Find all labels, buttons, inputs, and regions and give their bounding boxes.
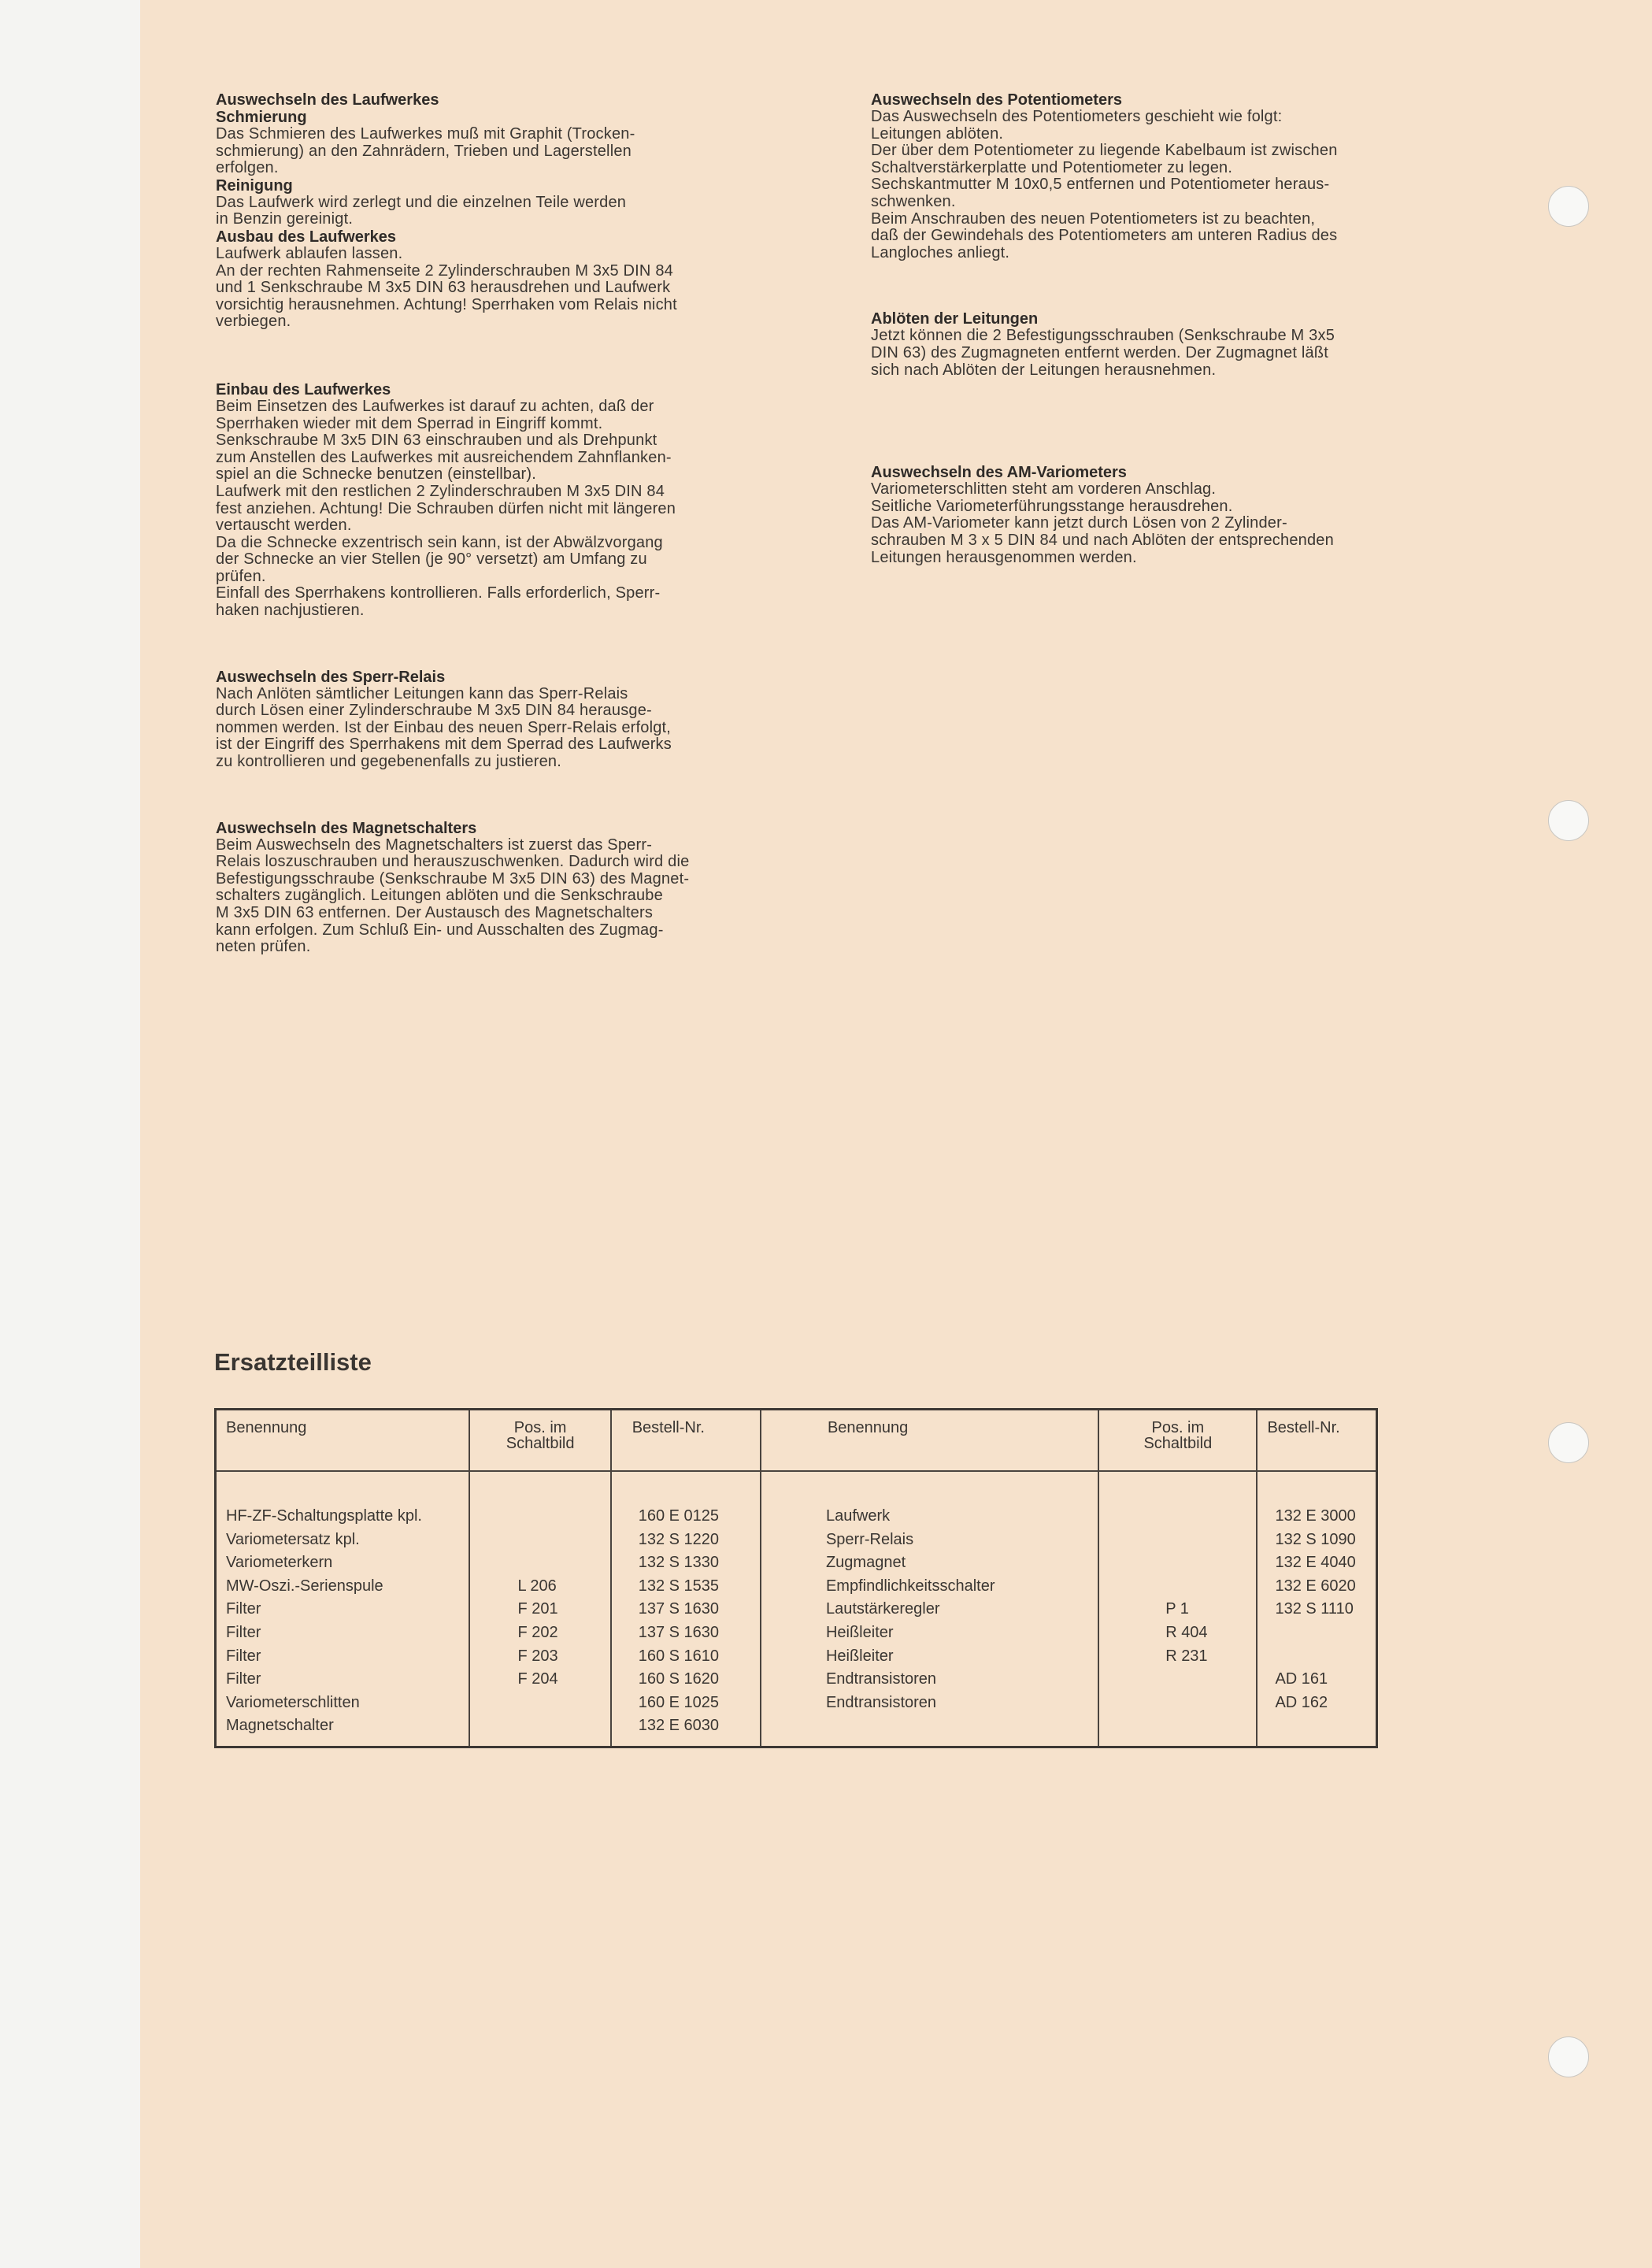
part-name: Filter <box>226 1600 261 1618</box>
section <box>216 669 877 771</box>
part-name: Variometerkern <box>226 1554 333 1572</box>
column-names <box>216 1471 470 1747</box>
part-order-number <box>1275 1645 1366 1669</box>
part-name: Heißleiter <box>825 1623 894 1641</box>
part-position: F 202 <box>517 1623 558 1641</box>
part-name: Endtransistoren <box>825 1670 937 1688</box>
section <box>216 381 877 620</box>
part-order-number: 137 S 1630 <box>638 1623 720 1641</box>
section-paragraph: Das Auswechseln des Potentiometers geschieht wie folgt: Leitungen ablöten. Der über dem Potentiometer zu liegende Kabelbaum ist zwischen Schaltverstärkerplatte und Potentiometer zu legen. Sechskantmutter M 10x0,5 entfernen und Potentiometer heraus- schwenken. Beim Anschrauben des neuen Potentiometers ist zu beachten, daß der Gewindehals des Potentiometers am unteren Radius des Langloches anliegt. <box>871 108 1338 261</box>
column-pos <box>469 1471 610 1747</box>
punch-hole <box>1548 186 1589 227</box>
section <box>871 464 1532 566</box>
part-position <box>517 1714 600 1738</box>
section-title: Ablöten der Leitungen <box>871 310 1039 328</box>
part-position: F 204 <box>517 1670 558 1688</box>
part-position: F 201 <box>517 1600 558 1618</box>
part-order-number: 132 S 1220 <box>638 1530 720 1548</box>
part-position: R 231 <box>1165 1647 1208 1665</box>
section-paragraph: Das Schmieren des Laufwerkes muß mit Graphit (Trocken- schmierung) an den Zahnrädern, Trieben und Lagerstellen erfolgen. <box>216 125 635 177</box>
header-pos: Pos. im Schaltbild <box>469 1410 610 1472</box>
header-order-nr-2: Bestell-Nr. <box>1257 1410 1376 1472</box>
header-name: Benennung <box>216 1410 470 1472</box>
punch-hole <box>1548 1422 1589 1463</box>
part-position <box>1165 1668 1246 1692</box>
part-order-number: 132 E 4040 <box>1275 1554 1356 1572</box>
part-order-number: 132 S 1535 <box>638 1577 720 1595</box>
part-position <box>1165 1529 1246 1552</box>
section <box>871 91 1532 261</box>
part-order-number: 160 E 1025 <box>638 1693 720 1711</box>
part-position <box>517 1692 600 1715</box>
column-names-2 <box>761 1471 1098 1747</box>
section-title: Auswechseln des Magnetschalters <box>216 819 477 837</box>
section-title: Auswechseln des Potentiometers <box>871 91 1122 109</box>
part-order-number: AD 162 <box>1275 1693 1328 1711</box>
part-name: Filter <box>226 1647 261 1665</box>
part-name: Lautstärkeregler <box>825 1600 940 1618</box>
parts-list-title: Ersatzteilliste <box>214 1348 372 1376</box>
header-name-2: Benennung <box>761 1410 1098 1472</box>
section-paragraph: Jetzt können die 2 Befestigungsschrauben (Senkschraube M 3x5 DIN 63) des Zugmagneten entfernt werden. Der Zugmagnet läßt sich nach Ablöten der Leitungen herausnehmen. <box>871 327 1335 379</box>
section-title: Auswechseln des AM-Variometers <box>871 464 1127 482</box>
header-order-nr: Bestell-Nr. <box>611 1410 761 1472</box>
right-text-column <box>871 91 1532 618</box>
part-name: Empfindlichkeitsschalter <box>825 1577 995 1595</box>
part-name: Filter <box>226 1670 261 1688</box>
parts-list-table <box>214 1408 1378 1748</box>
section-title: Auswechseln des Laufwerkes <box>216 91 439 109</box>
subsection-title: Reinigung <box>216 176 293 195</box>
column-order-nr-2 <box>1257 1471 1376 1747</box>
part-name: Heißleiter <box>825 1647 894 1665</box>
part-position: R 404 <box>1165 1623 1208 1641</box>
subsection-title: Schmierung <box>216 109 307 126</box>
part-name: Zugmagnet <box>825 1554 906 1572</box>
column-pos-2 <box>1098 1471 1257 1747</box>
part-name: Magnetschalter <box>226 1717 334 1735</box>
part-order-number: 160 S 1620 <box>638 1670 720 1688</box>
part-position <box>517 1551 600 1575</box>
part-order-number: 160 S 1610 <box>638 1647 720 1665</box>
part-position <box>1165 1575 1246 1599</box>
part-order-number: 160 E 0125 <box>638 1507 720 1525</box>
part-name: Variometerschlitten <box>226 1693 360 1711</box>
section <box>216 91 877 331</box>
section-title: Einbau des Laufwerkes <box>216 380 391 398</box>
part-position <box>1165 1505 1246 1529</box>
part-order-number: AD 161 <box>1275 1670 1328 1688</box>
part-name: Variometersatz kpl. <box>226 1530 360 1548</box>
section-paragraph: Beim Auswechseln des Magnetschalters ist zuerst das Sperr- Relais loszuschrauben und herauszuschwenken. Dadurch wird die Befestigungsschraube (Senkschraube M 3x5 DIN 63) des Magnet- schalters zugänglich. Leitungen ablöten und die Senkschraube M 3x5 DIN 63 entfernen. Der Austausch des Magnetschalters kann erfolgen. Zum Schluß Ein- und Ausschalten des Zugmag- neten prüfen. <box>216 836 690 956</box>
part-order-number: 132 S 1330 <box>638 1554 720 1572</box>
part-order-number: 132 S 1110 <box>1275 1600 1354 1618</box>
part-name: Endtransistoren <box>825 1693 937 1711</box>
part-order-number: 132 E 3000 <box>1275 1507 1356 1525</box>
part-position <box>1165 1551 1246 1575</box>
part-name: Filter <box>226 1623 261 1641</box>
part-name: HF-ZF-Schaltungsplatte kpl. <box>226 1507 422 1525</box>
part-position <box>1165 1692 1246 1715</box>
part-position: F 203 <box>517 1647 558 1665</box>
part-order-number: 137 S 1630 <box>638 1600 720 1618</box>
header-pos-2: Pos. im Schaltbild <box>1098 1410 1257 1472</box>
section-paragraph: Das Laufwerk wird zerlegt und die einzelnen Teile werden in Benzin gereinigt. <box>216 193 627 228</box>
section-title: Auswechseln des Sperr-Relais <box>216 668 446 686</box>
left-text-column <box>216 91 877 1008</box>
part-order-number <box>1275 1621 1366 1645</box>
part-position: P 1 <box>1165 1600 1189 1618</box>
subsection-title: Ausbau des Laufwerkes <box>216 228 396 246</box>
punch-hole <box>1548 800 1589 841</box>
section-paragraph: Variometerschlitten steht am vorderen Anschlag. Seitliche Variometerführungsstange herausdrehen. Das AM-Variometer kann jetzt durch Lösen von 2 Zylinder- schrauben M 3 x 5 DIN 84 und nach Ablöten der entsprechenden Leitungen herausgenommen werden. <box>871 480 1334 566</box>
part-position <box>517 1529 600 1552</box>
part-order-number: 132 S 1090 <box>1275 1530 1356 1548</box>
section-paragraph: Beim Einsetzen des Laufwerkes ist darauf zu achten, daß der Sperrhaken wieder mit dem Sperrad in Eingriff kommt. Senkschraube M 3x5 DIN 63 einschrauben und als Drehpunkt zum Anstellen des Laufwerkes mit ausreichendem Zahnflanken- spiel an die Schnecke benutzen (einstellbar). Laufwerk mit den restlichen 2 Zylinderschrauben M 3x5 DIN 84 fest anziehen. Achtung! Die Schrauben dürfen nicht mit längeren vertauscht werden. Da die Schnecke exzentrisch sein kann, ist der Abwälzvorgang der Schnecke an vier Stellen (je 90° versetzt) am Umfang zu prüfen. Einfall des Sperrhakens kontrollieren. Falls erforderlich, Sperr- haken nachjustieren. <box>216 397 676 620</box>
part-order-number: 132 E 6020 <box>1275 1577 1356 1595</box>
part-name: MW-Oszi.-Serienspule <box>226 1577 383 1595</box>
section <box>871 310 1532 379</box>
part-name: Laufwerk <box>825 1507 891 1525</box>
section-paragraph: Nach Anlöten sämtlicher Leitungen kann das Sperr-Relais durch Lösen einer Zylinderschraube M 3x5 DIN 84 herausge- nommen werden. Ist der Einbau des neuen Sperr-Relais erfolgt, ist der Eingriff des Sperrhakens mit dem Sperrad des Laufwerks zu kontrollieren und gegebenenfalls zu justieren. <box>216 684 672 771</box>
section-paragraph: Laufwerk ablaufen lassen. An der rechten Rahmenseite 2 Zylinderschrauben M 3x5 DIN 84 und 1 Senkschraube M 3x5 DIN 63 herausdrehen und Laufwerk vorsichtig herausnehmen. Achtung! Sperrhaken vom Relais nicht verbiegen. <box>216 244 677 331</box>
section <box>216 820 877 956</box>
part-position: L 206 <box>517 1577 557 1595</box>
part-position <box>517 1505 600 1529</box>
column-order-nr <box>611 1471 761 1747</box>
part-name: Sperr-Relais <box>825 1530 914 1548</box>
punch-hole <box>1548 2036 1589 2077</box>
part-order-number: 132 E 6030 <box>638 1717 720 1735</box>
